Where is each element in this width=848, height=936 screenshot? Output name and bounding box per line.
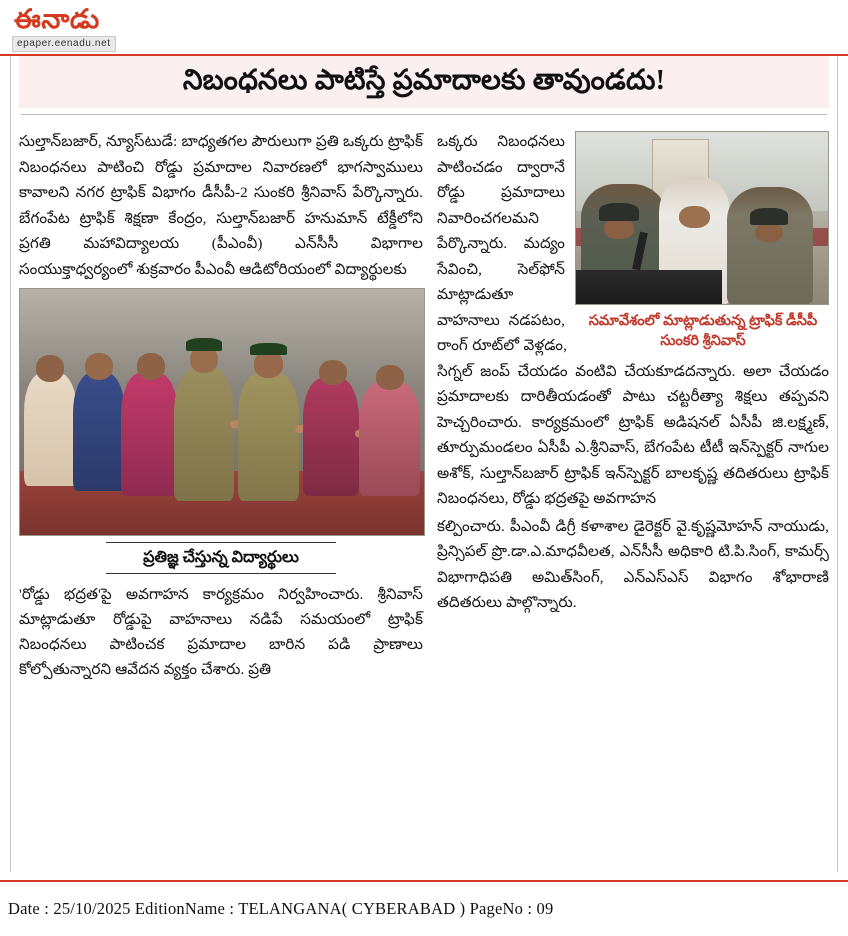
police-cap [599,203,639,222]
article-frame [10,56,838,872]
photo-students-content [20,289,424,535]
figure-head [376,365,404,390]
photo-students-pledge [19,288,425,536]
figure [359,382,420,495]
page-title: నిబంధనలు పాటిస్తే ప్రమాదాలకు తావుండదు! [182,65,666,96]
logo-wordmark: ఈనాడు [14,4,100,34]
figure-head [85,353,113,380]
photo-caption-bottom: ప్రతిజ్ఞ చేస్తున్న విద్యార్థులు [143,549,299,566]
column-right [437,129,829,682]
figure-cadet [174,368,235,501]
article-columns [19,123,829,682]
caption-divider-bottom [106,573,336,574]
masthead [0,0,848,56]
headline-band [19,56,829,108]
figure [121,373,178,496]
cadet-beret [186,338,222,350]
article-body-right-upper: ఒక్కరు నిబంధనలు పాటించడం ద్వారానే రోడ్డు ప్రమాదాలు నివారించగలమని పేర్కొన్నారు. మద్యం సేవించి, సెల్‌ఫోన్ మాట్లాడుతూ వాహనాలు నడపటం, రాంగ్ రూట్‌లో వెళ్లడం, సిగ్నల్ జంప్ చేయడం వంటివి చేయకూడదన్నారు. అలా చేయడం ప్రమాదాలకు దారితీయడంతో పాటు చట్టరీత్యా శిక్షలు తప్పవని హెచ్చరించారు. కార్యక్రమంలో ట్రాఫిక్ అడిషనల్ ఏసీపీ జి.లక్ష్మణ్, తూర్పుమండలం ఏసీపీ ఎ.శ్రీనివాస్, బేగంపేట టీటీ ఇన్‌స్పెక్టర్ నాగుల అశోక్, సుల్తాన్‌బజార్ ట్రాఫిక్ ఇన్‌స్పెక్టర్ బాలకృష్ణ తదితరులు ట్రాఫిక్ నిబంధనలు, రోడ్డు భద్రతపై అవగాహన [437,133,829,507]
edition-info: Date : 25/10/2025 EditionName : TELANGANA( CYBERABAD ) PageNo : 09 [8,899,554,918]
photo-meeting-content [576,132,828,304]
podium [576,270,722,304]
cadet-beret [250,343,286,355]
page-footer [0,880,848,936]
figure-head [604,218,634,239]
photo-caption-right: సమావేశంలో మాట్లాడుతున్న ట్రాఫిక్ డీసీపీ సుంకరి శ్రీనివాస్ [588,313,818,349]
photo-dcp-speaking [575,131,829,305]
figure-cadet [238,373,299,501]
figure [303,378,360,496]
figure [24,373,77,486]
figure-head [137,353,165,380]
eenadu-logo[interactable] [12,4,116,52]
caption-divider-top [106,542,336,543]
column-left [19,129,423,682]
logo-site-label: epaper.eenadu.net [12,36,116,52]
article-body-opening: సుల్తాన్‌బజార్, న్యూస్‌టుడే: బాధ్యతగల పౌరులుగా ప్రతి ఒక్కరు ట్రాఫిక్ నిబంధనలు పాటించి రోడ్డు ప్రమాదాల నివారణలో భాగస్వాములు కావాలని నగర ట్రాఫిక్ విభాగం డీసీపీ-2 సుంకరి శ్రీనివాస్ పేర్కొన్నారు. బేగంపేట ట్రాఫిక్ శిక్షణా కేంద్రం, సుల్తాన్‌బజార్ హనుమాన్ టేక్డీలోని ప్రగతి మహావిద్యాలయ (పీఎంవీ) ఎన్‌సీసీ విభాగాల సంయుక్తాధ్వర్యంలో శుక్రవారం పీఎంవీ ఆడిటోరియంలో విద్యార్థులకు [19,133,423,278]
photo-background [20,289,424,382]
figure [73,373,126,491]
figure-head [319,360,347,385]
article-body-left-lower: 'రోడ్డు భద్రత'పై అవగాహన కార్యక్రమం నిర్వహించారు. శ్రీనివాస్ మాట్లాడుతూ రోడ్డుపై వాహనాలు నడిపే సమయంలో ట్రాఫిక్ నిబంధనలు పాటించక ప్రమాదాల బారిన పడి ప్రాణాలు కోల్పోతున్నారని ఆవేదన వ్యక్తం చేశారు. ప్రతి [19,586,423,678]
article-body-right-lower: కల్పించారు. పీఎంవీ డిగ్రీ కళాశాల డైరెక్టర్ వై.కృష్ణమోహన్ నాయుడు, ప్రిన్సిపల్ ప్రొ.డా.ఎ.మాధవీలత, ఎన్‌సీసీ అధికారి టి.పి.సింగ్, కామర్స్ విభాగాధిపతి అమిత్‌సింగ్, ఎన్‌ఎస్‌ఎస్ విభాగం శోభారాణి తదితరులు పాల్గొన్నారు. [437,517,829,611]
police-cap [750,208,788,225]
headline-divider [21,114,827,115]
figure-head [679,206,709,228]
figure-head [755,223,783,242]
figure-officer-right [727,187,813,304]
